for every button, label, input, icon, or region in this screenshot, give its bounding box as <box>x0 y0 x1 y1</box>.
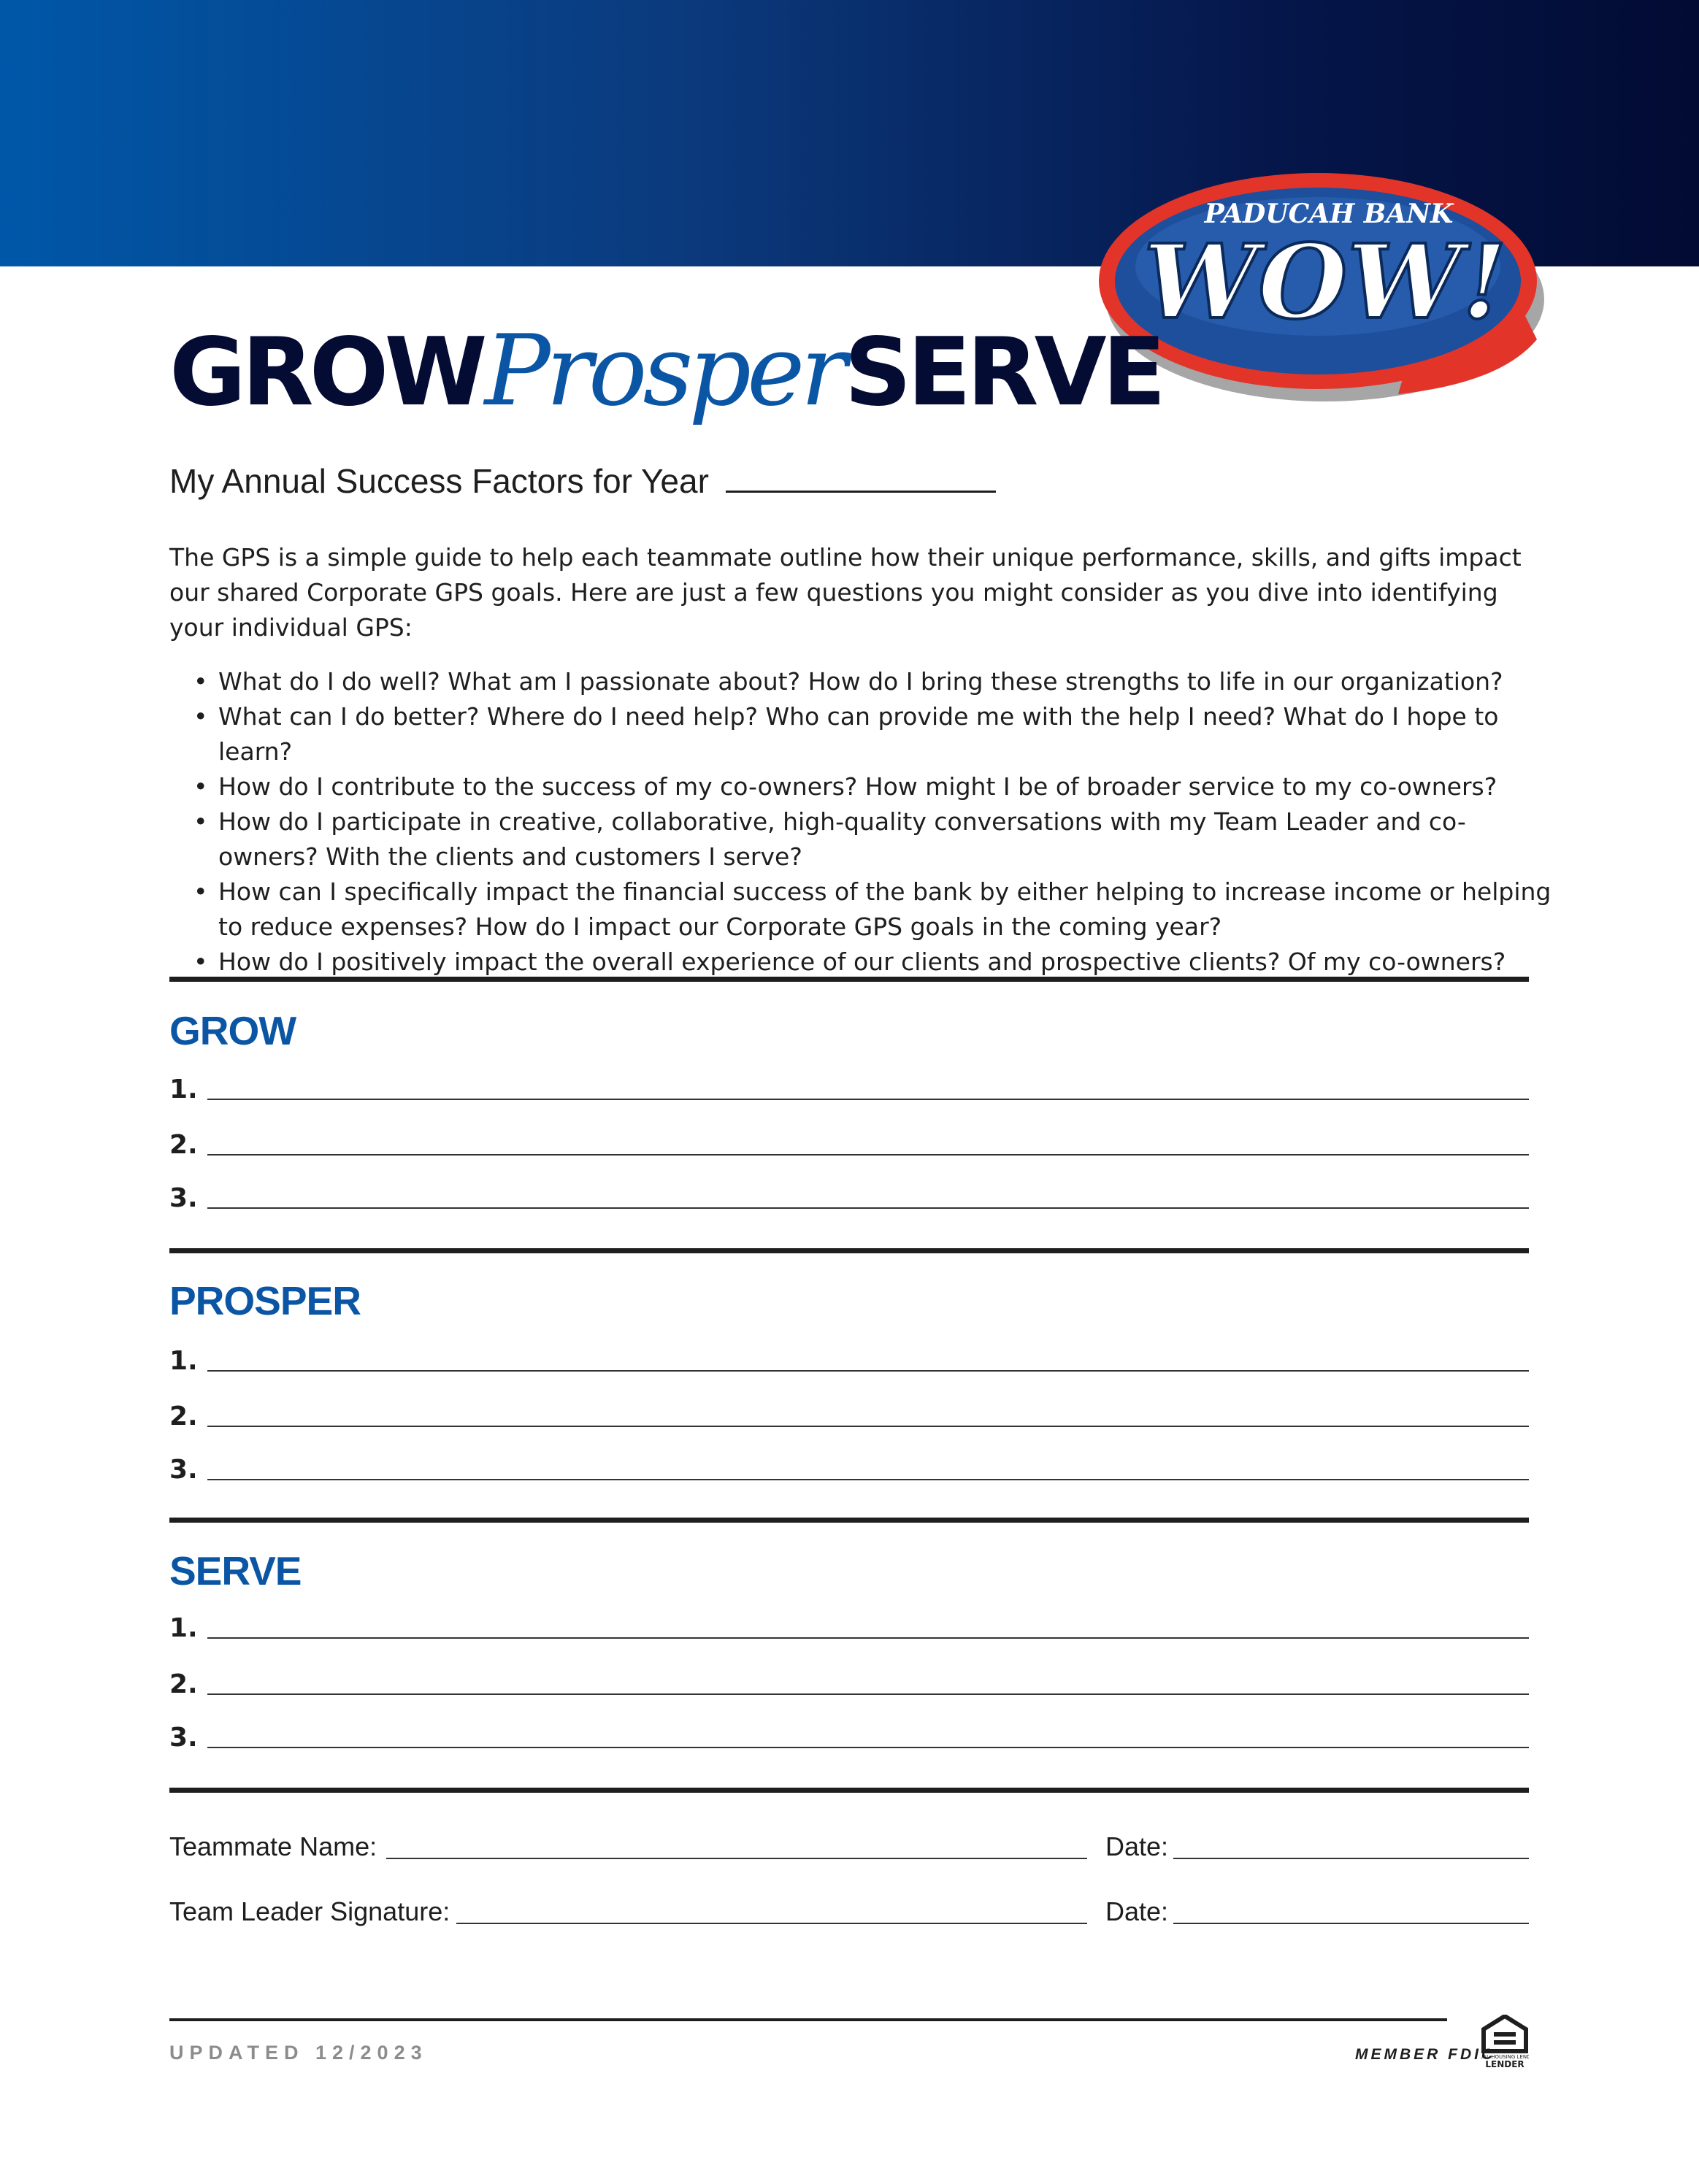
list-item: • What do I do well? What am I passionate about? How do I bring these strengths to life in our organization? <box>169 664 1557 699</box>
write-line[interactable] <box>207 1637 1529 1639</box>
list-item: • How do I participate in creative, collaborative, high-quality conversations with my Team Leader and co-owners? With the clients and customers I serve? <box>169 804 1557 874</box>
write-line[interactable] <box>207 1693 1529 1695</box>
serve-line-1[interactable] <box>169 1607 1529 1643</box>
write-line[interactable] <box>207 1370 1529 1372</box>
item-number: 1. <box>169 1074 198 1104</box>
write-line[interactable] <box>207 1207 1529 1209</box>
equal-housing-label: UAL HOUSING LEND <box>1481 2054 1529 2060</box>
leader-signature-row <box>169 1888 1529 1924</box>
section-divider <box>169 1248 1529 1253</box>
leader-date-field[interactable] <box>1173 1923 1529 1924</box>
prosper-line-3[interactable] <box>169 1448 1529 1485</box>
lender-label: LENDER <box>1485 2059 1525 2069</box>
section-divider <box>169 1518 1529 1523</box>
serve-line-3[interactable] <box>169 1716 1529 1753</box>
write-line[interactable] <box>207 1099 1529 1100</box>
date-label: Date: <box>1105 1896 1169 1926</box>
item-number: 3. <box>169 1723 198 1753</box>
serve-line-2[interactable] <box>169 1663 1529 1699</box>
section-divider <box>169 977 1529 982</box>
list-item: • How do I positively impact the overall experience of our clients and prospective clients? Of my co-owners? <box>169 945 1557 980</box>
question-list <box>169 664 1557 980</box>
item-number: 1. <box>169 1346 198 1376</box>
title-serve: SERVE <box>844 318 1162 427</box>
grow-line-3[interactable] <box>169 1177 1529 1213</box>
title-prosper: Prosper <box>484 314 843 428</box>
section-heading-serve: SERVE <box>169 1548 302 1593</box>
item-number: 2. <box>169 1130 198 1160</box>
member-fdic: MEMBER FDIC <box>1355 2046 1496 2063</box>
teammate-name-field[interactable] <box>386 1858 1087 1859</box>
title-grow: GROW <box>169 318 483 427</box>
grow-line-1[interactable] <box>169 1068 1529 1104</box>
prosper-line-2[interactable] <box>169 1395 1529 1431</box>
item-number: 3. <box>169 1455 198 1485</box>
list-item: • How do I contribute to the success of my co-owners? How might I be of broader service to my co-owners? <box>169 769 1557 804</box>
list-item: • How can I specifically impact the financial success of the bank by either helping to increase income or helping to reduce expenses? How do I impact our Corporate GPS goals in the coming year? <box>169 874 1557 945</box>
write-line[interactable] <box>207 1479 1529 1480</box>
logo-main-text: WOW! <box>1143 223 1507 342</box>
teammate-name-label: Teammate Name: <box>169 1831 377 1861</box>
list-item: • What can I do better? Where do I need help? Who can provide me with the help I need? What do I hope to learn? <box>169 699 1557 769</box>
footer-divider <box>169 2018 1447 2021</box>
item-number: 2. <box>169 1669 198 1699</box>
section-heading-prosper: PROSPER <box>169 1278 361 1323</box>
item-number: 1. <box>169 1613 198 1643</box>
item-number: 3. <box>169 1183 198 1213</box>
subtitle <box>169 461 996 501</box>
logo-top-text: PADUCAH BANK <box>1204 199 1454 229</box>
equal-housing-lender-icon <box>1481 2015 1529 2069</box>
write-line[interactable] <box>207 1747 1529 1748</box>
teammate-name-row <box>169 1823 1529 1859</box>
section-divider <box>169 1788 1529 1793</box>
write-line[interactable] <box>207 1426 1529 1427</box>
intro-paragraph: The GPS is a simple guide to help each teammate outline how their unique performance, skills, and gifts impact our shared Corporate GPS goals. Here are just a few questions you might consider as you dive into identifying your individual GPS: <box>169 543 1522 642</box>
year-field[interactable] <box>726 461 996 493</box>
date-label: Date: <box>1105 1831 1169 1861</box>
item-number: 2. <box>169 1401 198 1431</box>
grow-line-2[interactable] <box>169 1123 1529 1160</box>
page-title <box>169 314 1162 431</box>
leader-signature-field[interactable] <box>456 1923 1087 1924</box>
prosper-line-1[interactable] <box>169 1339 1529 1376</box>
teammate-date-field[interactable] <box>1173 1858 1529 1859</box>
subtitle-text: My Annual Success Factors for Year <box>169 462 709 500</box>
write-line[interactable] <box>207 1154 1529 1156</box>
leader-signature-label: Team Leader Signature: <box>169 1896 450 1926</box>
updated-date: UPDATED 12/2023 <box>169 2042 428 2064</box>
section-heading-grow: GROW <box>169 1008 296 1053</box>
